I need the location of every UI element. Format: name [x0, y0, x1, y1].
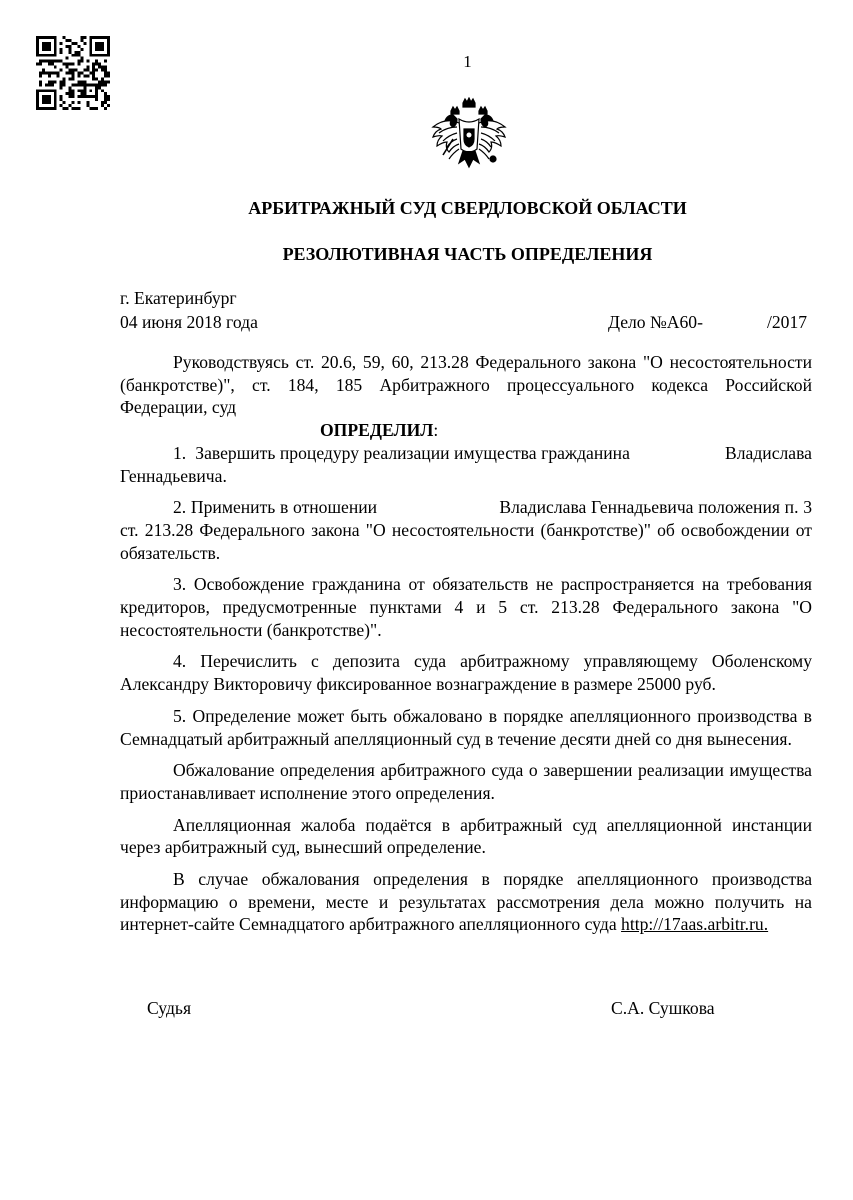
- ruling-item: 1. Завершить процедуру реализации имущества гражданина Владислава Геннадьевича.: [120, 442, 817, 486]
- ruling-paragraph: Обжалование определения арбитражного суда о завершении реализации имущества приостанавливает исполнение этого определения.: [120, 760, 812, 803]
- document-body: [120, 351, 817, 936]
- page-number: 1: [463, 52, 472, 71]
- judge-name: С.А. Сушкова: [611, 998, 715, 1018]
- ruling-item: 2. Применить в отношении Владислава Геннадьевича положения п. 3 ст. 213.28 Федерального закона "О несостоятельности (банкротстве)" об освобождении от обязательств.: [120, 497, 817, 563]
- decided-label: ОПРЕДЕЛИЛ: [320, 420, 434, 441]
- ruling-item: 5. Определение может быть обжаловано в порядке апелляционного производства в Семнадцатый арбитражный апелляционный суд в течение десяти дней со дня вынесения.: [120, 705, 812, 749]
- decided-colon: :: [433, 420, 439, 441]
- court-website-link[interactable]: http://17aas.arbitr.ru.: [621, 914, 769, 935]
- appeal-info-paragraph: [120, 868, 812, 936]
- case-number-prefix: Дело №А60-: [608, 312, 703, 332]
- intro-paragraph: Руководствуясь ст. 20.6, 59, 60, 213.28 Федерального закона "О несостоятельности (банкротстве)", ст. 184, 185 Арбитражного процессуального кодекса Российской Федерации, суд: [120, 352, 812, 418]
- coat-of-arms-icon: [429, 97, 509, 177]
- document-date: 04 июня 2018 года: [120, 312, 258, 332]
- decided-heading: [120, 419, 812, 442]
- document-title: РЕЗОЛЮТИВНАЯ ЧАСТЬ ОПРЕДЕЛЕНИЯ: [282, 244, 653, 264]
- court-name: АРБИТРАЖНЫЙ СУД СВЕРДЛОВСКОЙ ОБЛАСТИ: [248, 198, 687, 218]
- city: г. Екатеринбург: [120, 288, 237, 308]
- ruling-paragraph: Апелляционная жалоба подаётся в арбитражный суд апелляционной инстанции через арбитражный суд, вынесший определение.: [120, 814, 812, 858]
- qr-code-icon: [36, 36, 110, 110]
- judge-label: Судья: [147, 998, 192, 1018]
- ruling-item: 4. Перечислить с депозита суда арбитражному управляющему Оболенскому Александру Викторовичу фиксированное вознаграждение в размере 25000 руб.: [120, 651, 812, 695]
- ruling-item: 3. Освобождение гражданина от обязательств не распространяется на требования кредиторов, предусмотренные пунктами 4 и 5 ст. 213.28 Федерального закона "О несостоятельности (банкротстве)".: [120, 574, 812, 640]
- case-number-suffix: /2017: [767, 312, 808, 332]
- appeal-info-text: В случае обжалования определения в порядке апелляционного производства информацию о времени, месте и результатах рассмотрения дела можно получить на интернет-сайте Семнадцатого арбитражного апелляционного суда: [120, 869, 812, 935]
